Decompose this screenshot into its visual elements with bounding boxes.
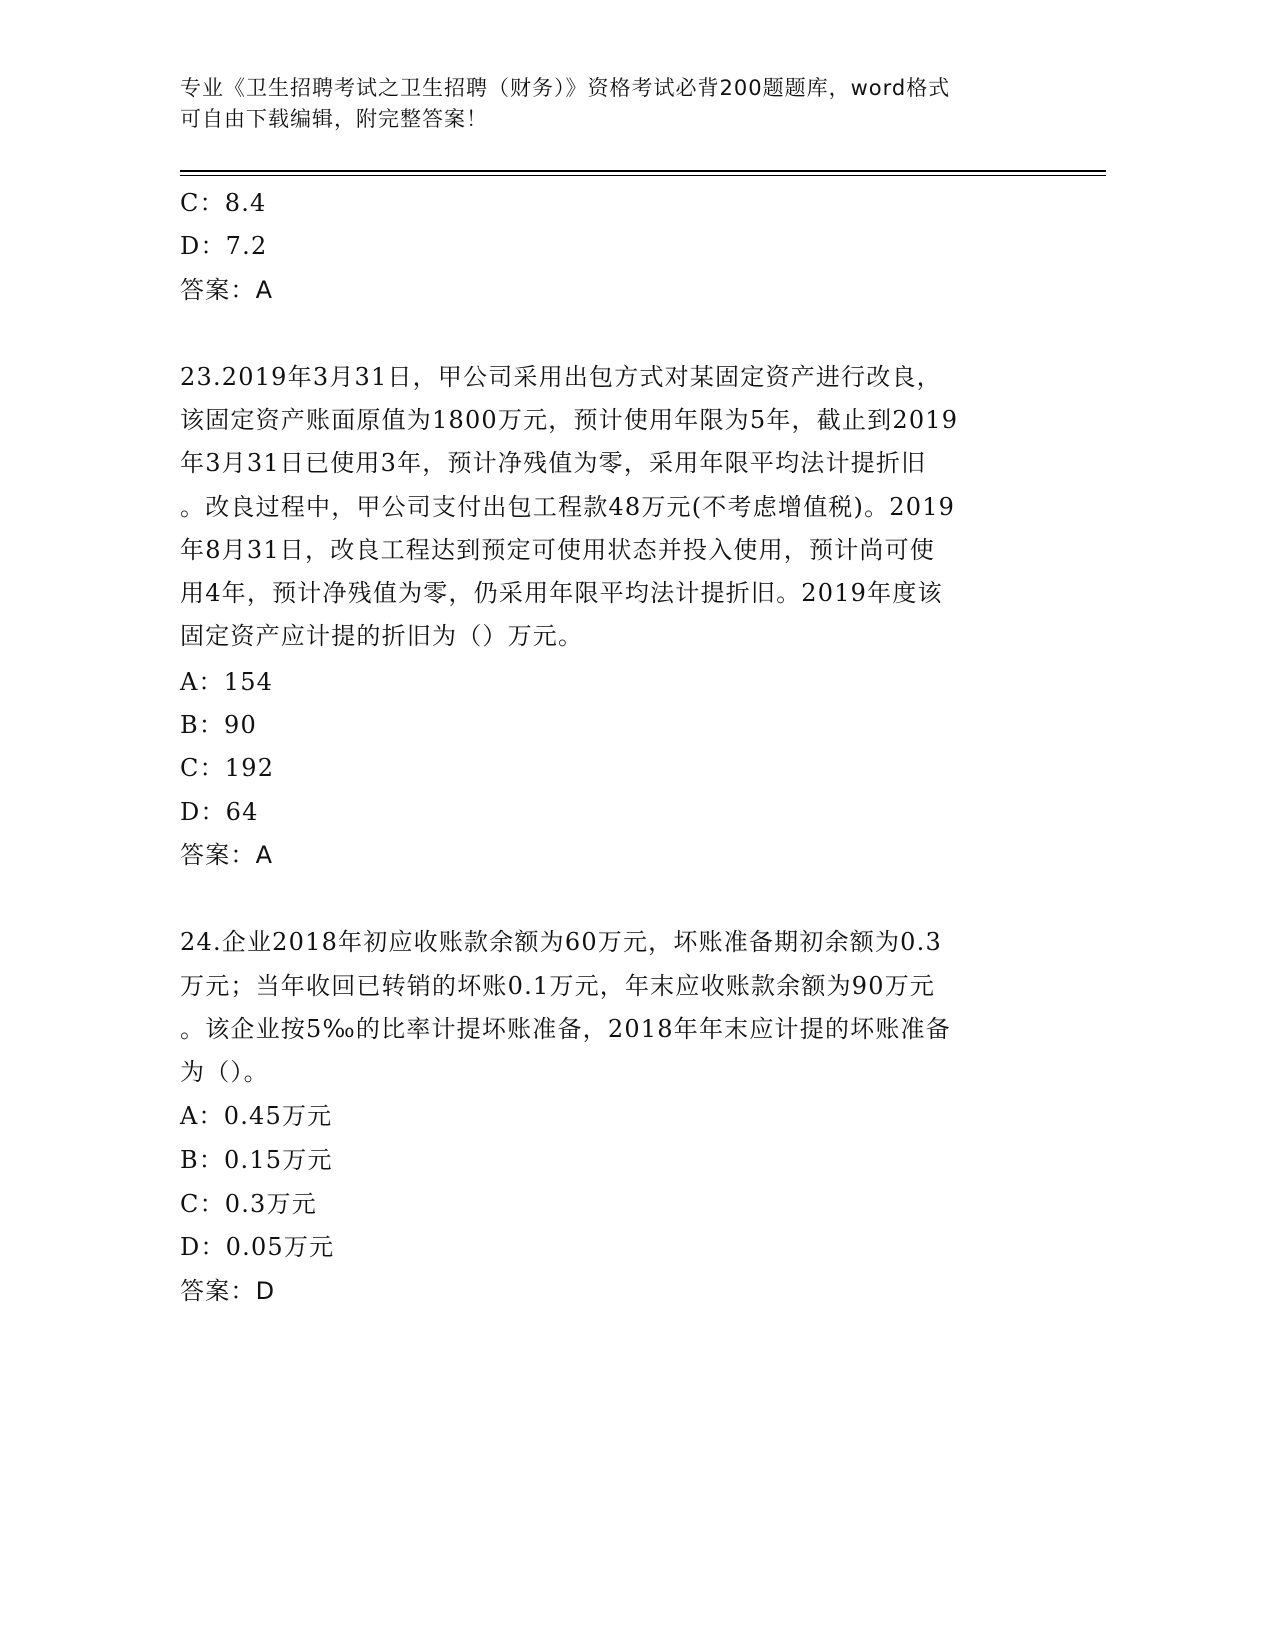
option-b: B：0.15万元 — [180, 1146, 333, 1174]
question-text-line: 用4年，预计净残值为零，仍采用年限平均法计提折旧。2019年度该 — [180, 579, 943, 607]
header-divider — [180, 170, 1106, 172]
question-text-line: 年8月31日，改良工程达到预定可使用状态并投入使用，预计尚可使 — [180, 536, 936, 564]
option: D：7.2 — [180, 232, 268, 260]
option-c: C：192 — [180, 754, 275, 782]
question-text-line: 。改良过程中，甲公司支付出包工程款48万元(不考虑增值税)。2019 — [180, 493, 956, 521]
question-text-line: 。该企业按5‰的比率计提坏账准备，2018年年末应计提的坏账准备 — [180, 1015, 951, 1043]
header-line: 专业《卫生招聘考试之卫生招聘（财务）》资格考试必背200题题库，word格式 — [180, 76, 951, 100]
option-a: A：154 — [180, 668, 274, 696]
question-text-line: 24.企业2018年初应收账款余额为60万元，坏账准备期初余额为0.3 — [180, 928, 942, 956]
question-text-line: 固定资产应计提的折旧为（）万元。 — [180, 622, 584, 650]
header-divider — [180, 175, 1106, 176]
question-text-line: 万元；当年收回已转销的坏账0.1万元，年末应收账款余额为90万元 — [180, 972, 936, 1000]
question-text-line: 年3月31日已使用3年，预计净残值为零，采用年限平均法计提折旧 — [180, 449, 927, 477]
option-c: C：0.3万元 — [180, 1190, 317, 1218]
option-d: D：64 — [180, 798, 259, 826]
answer: 答案：A — [180, 276, 274, 304]
answer: 答案：A — [180, 841, 274, 869]
question-text-line: 23.2019年3月31日，甲公司采用出包方式对某固定资产进行改良， — [180, 363, 942, 391]
option-a: A：0.45万元 — [180, 1102, 333, 1130]
option-d: D：0.05万元 — [180, 1233, 335, 1261]
question-text-line: 该固定资产账面原值为1800万元，预计使用年限为5年，截止到2019 — [180, 406, 959, 434]
question-text-line: 为（）。 — [180, 1058, 269, 1086]
header-line: 可自由下载编辑，附完整答案！ — [180, 107, 488, 131]
option: C：8.4 — [180, 189, 267, 217]
option-b: B：90 — [180, 711, 257, 739]
answer: 答案：D — [180, 1277, 276, 1305]
